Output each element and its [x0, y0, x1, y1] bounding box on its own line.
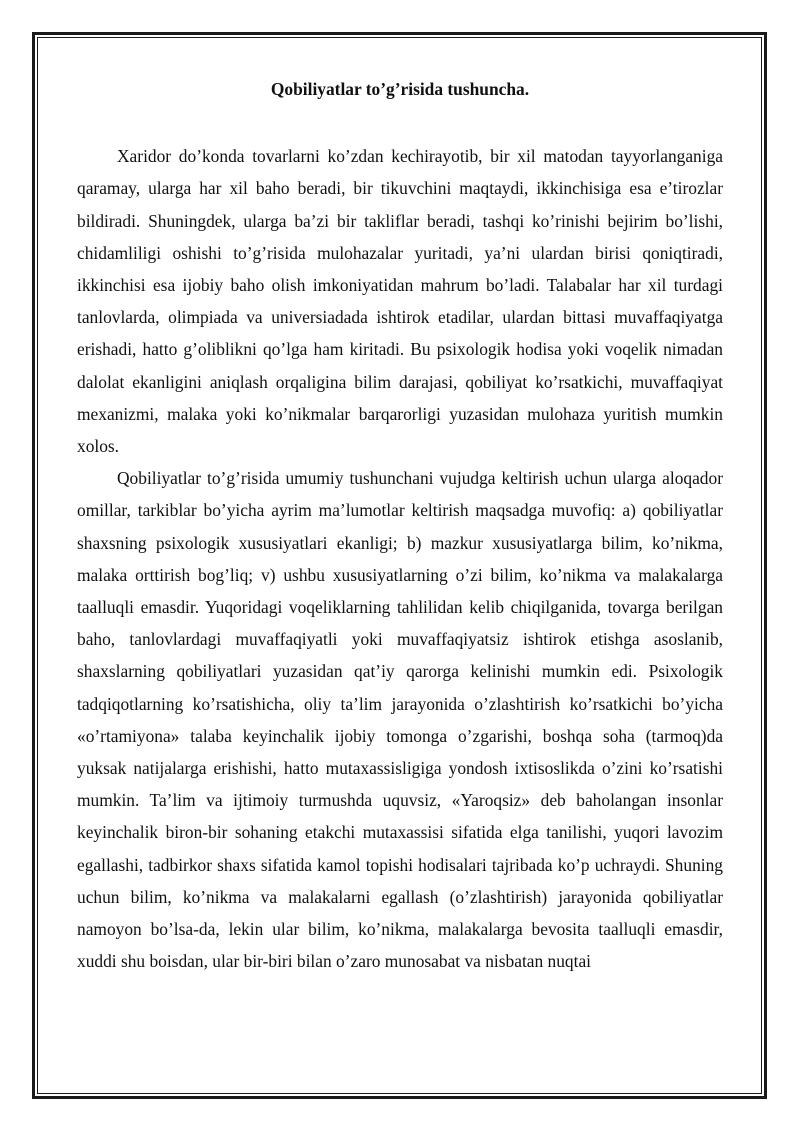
document-body [77, 73, 723, 977]
paragraph-2: Qobiliyatlar to’g’risida umumiy tushunchani vujudga keltirish uchun ularga aloqador omillar, tarkiblar bo’yicha ayrim ma’lumotlar keltirish maqsadga muvofiq: a) qobiliyatlar shaxsning psixologik xususiyatlari ekanligi; b) mazkur xususiyatlarga bilim, ko’nikma, malaka orttirish bog’liq; v) ushbu xususiyatlarning o’zi bilim, ko’nikma va malakalarga taalluqli emasdir. Yuqoridagi voqeliklarning tahlilidan kelib chiqilganida, tovarga berilgan baho, tanlovlardagi muvaffaqiyatli yoki muvaffaqiyatsiz ishtirok etishga asoslanib, shaxslarning qobiliyatlari yuzasidan qat’iy qarorga kelinishi mumkin edi. Psixologik tadqiqotlarning ko’rsatishicha, oliy ta’lim jarayonida o’zlashtirish ko’rsatkichi bo’yicha «o’rtamiyona» talaba keyinchalik ijobiy tomonga o’zgarishi, boshqa soha (tarmoq)da yuksak natijalarga erishishi, hatto mutaxassisligiga yondosh ixtisoslikda o’zini ko’rsatishi mumkin. Ta’lim va ijtimoiy turmushda uquvsiz, «Yaroqsiz» deb baholangan insonlar keyinchalik biron-bir sohaning etakchi mutaxassisi sifatida elga tanilishi, yuqori lavozim egallashi, tadbirkor shaxs sifatida kamol topishi hodisalari tajribada ko’p uchraydi. Shuning uchun bilim, ko’nikma va malakalarni egallash (o’zlashtirish) jarayonida qobiliyatlar namoyon bo’lsa-da, lekin ular bilim, ko’nikma, malakalarga bevosita taalluqli emasdir, xuddi shu boisdan, ular bir-biri bilan o’zaro munosabat va nisbatan nuqtai [77, 468, 723, 972]
document-title: Qobiliyatlar to’g’risida tushuncha. [270, 79, 530, 99]
paragraph-1: Xaridor do’konda tovarlarni ko’zdan kechirayotib, bir xil matodan tayyorlanganiga qaramay, ularga har xil baho beradi, bir tikuvchini maqtaydi, ikkinchisiga esa e’tirozlar bildiradi. Shuningdek, ularga ba’zi bir takliflar beradi, tashqi ko’rinishi bejirim bo’lishi, chidamliligi oshishi to’g’risida mulohazalar yuritadi, ya’ni ulardan birisi qoniqtiradi, ikkinchisi esa ijobiy baho olish imkoniyatidan mahrum bo’ladi. Talabalar har xil turdagi tanlovlarda, olimpiada va universiadada ishtirok etadilar, ulardan bittasi muvaffaqiyatga erishadi, hatto g’oliblikni qo’lga ham kiritadi. Bu psixologik hodisa yoki voqelik nimadan dalolat ekanligini aniqlash orqaligina bilim darajasi, qobiliyat ko’rsatkichi, muvaffaqiyat mexanizmi, malaka yoki ko’nikmalar barqarorligi yuzasidan mulohaza yuritish mumkin xolos. [77, 146, 723, 457]
